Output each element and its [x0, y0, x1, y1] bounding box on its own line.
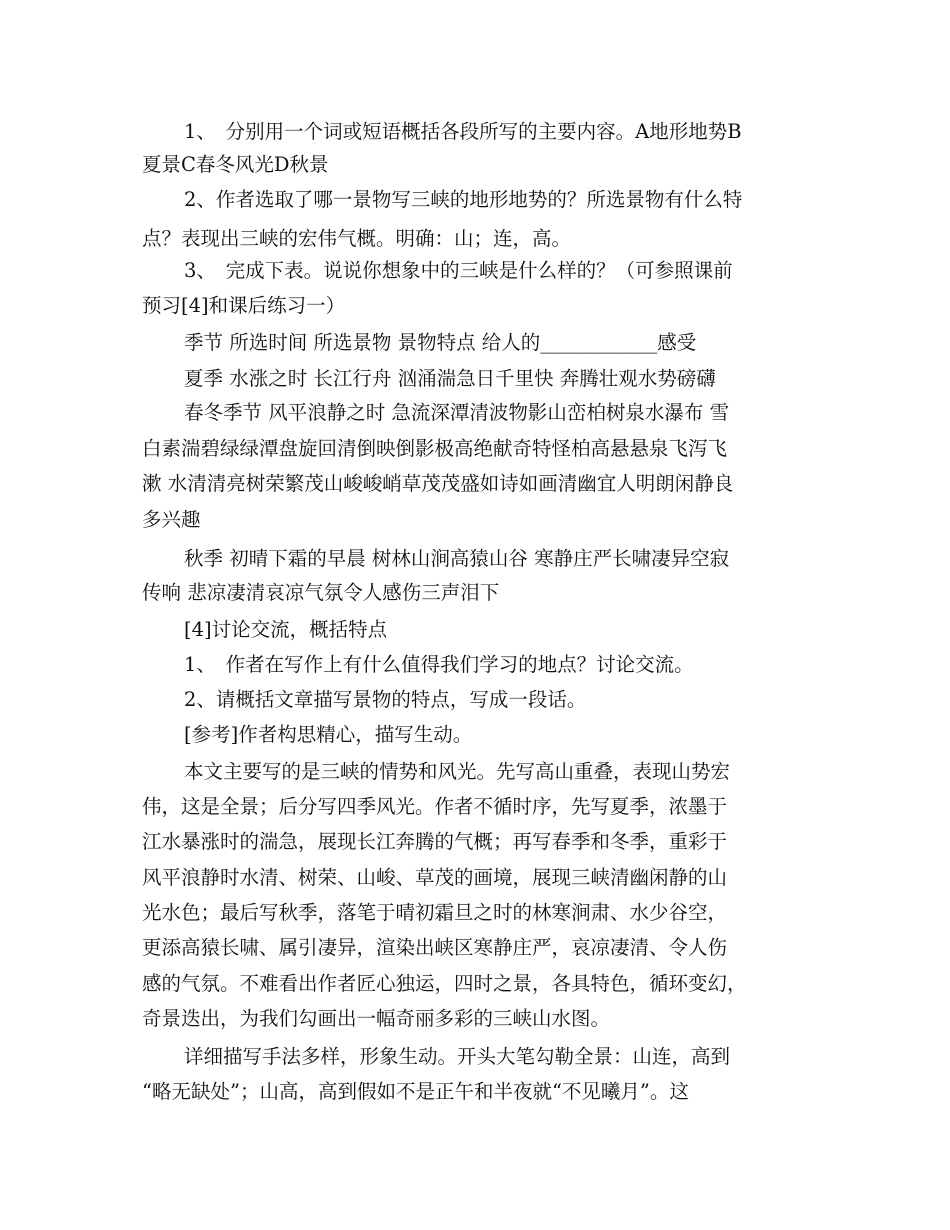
text-line: 光水色；最后写秋季，落笔于晴初霜旦之时的林寒涧肃、水少谷空，	[142, 901, 728, 924]
text-line: 1、 作者在写作上有什么值得我们学习的地点？讨论交流。	[184, 653, 694, 676]
text-line: 预习[4]和课后练习一）	[142, 294, 346, 317]
section-heading: [4]讨论交流，概括特点	[184, 618, 388, 641]
table-row: 传响 悲凉凄清哀凉气氛令人感伤三声泪下	[142, 581, 500, 604]
text-line: 点？表现出三峡的宏伟气概。明确：山；连，高。	[142, 227, 572, 250]
table-row: 多兴趣	[142, 508, 201, 531]
table-row: 春冬季节 风平浪静之时 急流深潭清波物影山峦柏树泉水瀑布 雪	[184, 401, 730, 424]
text-line: 2、作者选取了哪一景物写三峡的地形地势的？所选景物有什么特	[184, 188, 743, 211]
text-line: 伟，这是全景；后分写四季风光。作者不循时序，先写夏季，浓墨于	[142, 795, 728, 818]
table-row: 季节 所选时间 所选景物 景物特点 给人的____________感受	[184, 331, 697, 354]
text-line: 奇景迭出，为我们勾画出一幅奇丽多彩的三峡山水图。	[142, 1007, 611, 1030]
text-line: 3、 完成下表。说说你想象中的三峡是什么样的？（可参照课前	[184, 259, 733, 282]
text-line: 感的气氛。不难看出作者匠心独运，四时之景，各具特色，循环变幻，	[142, 972, 747, 995]
text-line: 本文主要写的是三峡的情势和风光。先写高山重叠，表现山势宏	[184, 760, 731, 783]
text-line: 风平浪静时水清、树荣、山峻、草茂的画境，展现三峡清幽闲静的山	[142, 866, 728, 889]
text-line: 更添高猿长啸、属引凄异，渲染出峡区寒静庄严，哀凉凄清、令人伤	[142, 936, 728, 959]
table-row: 白素湍碧绿绿潭盘旋回清倒映倒影极高绝献奇特怪柏高悬悬泉飞泻飞	[142, 437, 728, 460]
text-line: 夏景C春冬风光D秋景	[142, 153, 329, 176]
text-line: 详细描写手法多样，形象生动。开头大笔勾勒全景：山连，高到	[184, 1045, 731, 1068]
table-row: 秋季 初晴下霜的早晨 树林山涧高猿山谷 寒静庄严长啸凄异空寂	[184, 547, 730, 570]
text-line: 1、 分别用一个词或短语概括各段所写的主要内容。A地形地势B	[184, 120, 742, 143]
text-line: 江水暴涨时的湍急，展现长江奔腾的气概；再写春季和冬季，重彩于	[142, 830, 728, 853]
text-line: [参考]作者构思精心，描写生动。	[184, 723, 473, 746]
table-row: 漱 水清清亮树荣繁茂山峻峻峭草茂茂盛如诗如画清幽宜人明朗闲静良	[142, 472, 734, 495]
table-row: 夏季 水涨之时 长江行舟 汹涌湍急日千里快 奔腾壮观水势磅礴	[184, 367, 716, 390]
text-line: “略无缺处”；山高，高到假如不是正午和半夜就“不见曦月”。这	[142, 1080, 689, 1103]
text-line: 2、请概括文章描写景物的特点，写成一段话。	[184, 688, 587, 711]
